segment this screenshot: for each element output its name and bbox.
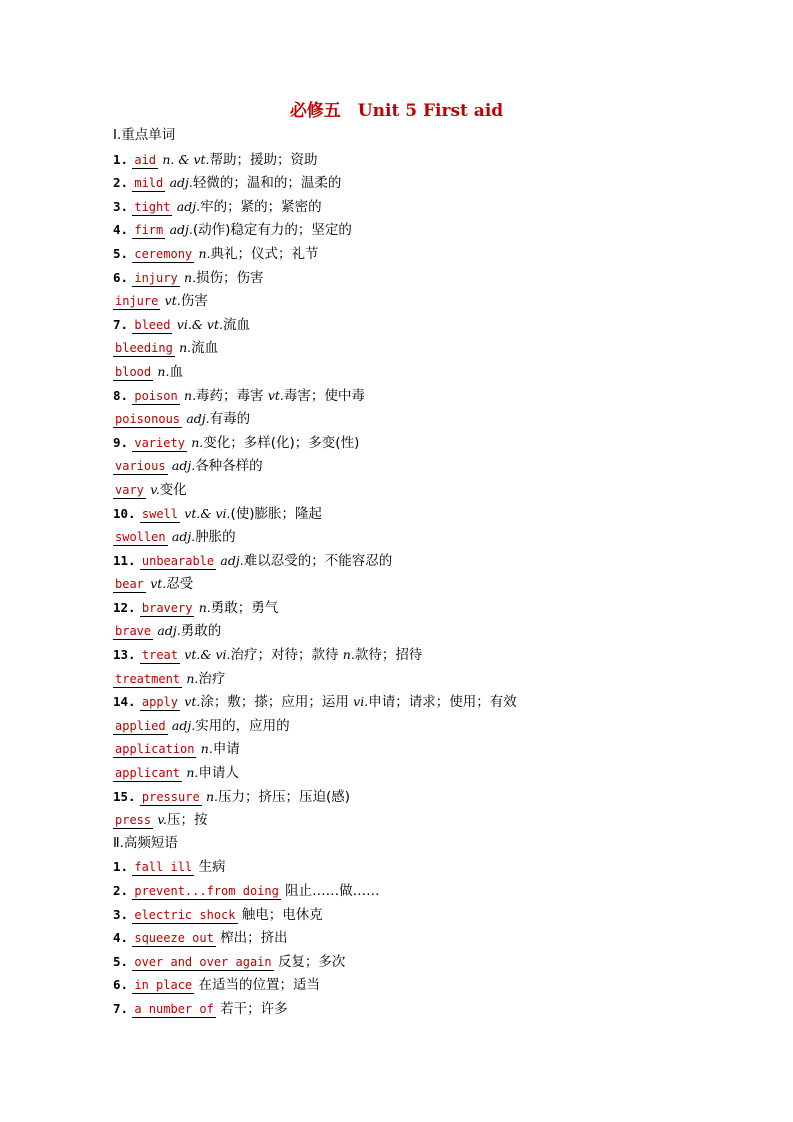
word-entry xyxy=(113,148,773,172)
part-of-speech: vt. xyxy=(184,694,201,710)
meaning-text: (动作)稳定有力的；坚定的 xyxy=(192,222,352,239)
part-of-speech: adj. xyxy=(171,458,196,474)
answer-blank xyxy=(113,671,182,688)
answer-word: tight xyxy=(134,199,171,214)
answer-word: applicant xyxy=(115,766,181,781)
meaning-text-2: 毒害；使中毒 xyxy=(283,387,365,404)
word-entry xyxy=(113,502,773,526)
answer-word: apply xyxy=(141,695,178,710)
answer-blank xyxy=(140,600,195,617)
word-entry xyxy=(113,266,773,290)
part-of-speech: adj. xyxy=(169,175,193,191)
word-entry xyxy=(113,360,773,384)
meaning-text: 实用的，应用的 xyxy=(195,717,290,734)
entry-number: 14. xyxy=(113,694,136,710)
part-of-speech: v. xyxy=(157,812,167,828)
phrase-meaning: 生病 xyxy=(198,859,226,876)
word-entry xyxy=(113,218,773,242)
word-entry xyxy=(113,171,773,195)
answer-blank xyxy=(113,482,146,499)
meaning-text: 伤害 xyxy=(180,293,208,310)
answer-blank xyxy=(132,977,194,994)
phrase-number: 3. xyxy=(113,906,129,922)
answer-word: application xyxy=(115,742,195,757)
answer-word: aid xyxy=(134,152,157,167)
word-entry xyxy=(113,525,773,549)
entry-number: 3. xyxy=(113,198,129,214)
part-of-speech-2: vt. xyxy=(267,387,284,403)
meaning-text: 变化 xyxy=(159,481,187,498)
part-of-speech: vt.& vi. xyxy=(184,505,231,521)
phrase-entry xyxy=(113,997,773,1021)
section-heading-words: Ⅰ.重点单词 xyxy=(113,127,176,143)
phrase-entry xyxy=(113,879,773,903)
part-of-speech: n. & vt. xyxy=(162,151,210,167)
phrase-meaning: 阻止……做…… xyxy=(285,883,380,899)
entry-number: 4. xyxy=(113,222,129,238)
meaning-text: 变化；多样(化)；多变(性) xyxy=(203,434,360,451)
part-of-speech: v. xyxy=(150,481,160,497)
part-of-speech: n. xyxy=(186,765,199,781)
answer-blank xyxy=(132,222,165,239)
answer-blank xyxy=(113,765,182,782)
phrase-number: 4. xyxy=(113,930,129,946)
word-entry xyxy=(113,737,773,761)
part-of-speech: adj. xyxy=(176,198,201,214)
part-of-speech: n. xyxy=(205,788,218,804)
meaning-text: 帮助；援助；资助 xyxy=(209,151,318,168)
meaning-text: (使)膨胀；隆起 xyxy=(230,505,323,522)
answer-word: bleed xyxy=(134,317,171,332)
part-of-speech: n. xyxy=(157,363,170,379)
phrase-meaning: 在适当的位置；适当 xyxy=(198,977,320,994)
part-of-speech: adj. xyxy=(220,552,244,568)
part-of-speech: adj. xyxy=(157,623,181,639)
answer-word: bleeding xyxy=(115,341,173,356)
answer-blank xyxy=(113,718,168,735)
part-of-speech: adj. xyxy=(169,222,193,238)
part-of-speech: n. xyxy=(200,741,213,757)
answer-blank xyxy=(132,246,194,263)
entry-number: 7. xyxy=(113,316,129,332)
phrase-number: 7. xyxy=(113,1000,129,1016)
meaning-text: 申请人 xyxy=(198,765,239,782)
meaning-text: 流血 xyxy=(222,316,250,333)
page-title: 必修五 Unit 5 First aid xyxy=(289,101,504,121)
part-of-speech: vt.& vi. xyxy=(184,647,231,663)
answer-word: press xyxy=(115,813,152,828)
word-entry xyxy=(113,714,773,738)
part-of-speech-2: n. xyxy=(342,647,355,663)
part-of-speech: vt. xyxy=(164,293,181,309)
part-of-speech: vt. xyxy=(150,576,167,592)
word-entry xyxy=(113,667,773,691)
meaning-text: 典礼；仪式；礼节 xyxy=(210,245,319,262)
word-entry xyxy=(113,195,773,219)
word-entry xyxy=(113,431,773,455)
word-entry xyxy=(113,785,773,809)
meaning-text: 治疗 xyxy=(198,670,226,687)
answer-blank xyxy=(140,694,180,711)
answer-word: firm xyxy=(134,223,164,238)
answer-blank xyxy=(132,175,165,192)
answer-blank xyxy=(132,859,194,876)
entry-number: 8. xyxy=(113,387,129,403)
answer-blank xyxy=(132,883,281,900)
word-entry xyxy=(113,313,773,337)
meaning-text: 毒药；毒害 xyxy=(196,387,264,404)
answer-blank xyxy=(140,506,180,523)
answer-blank xyxy=(113,529,168,546)
part-of-speech: n. xyxy=(198,245,211,261)
answer-blank xyxy=(140,789,202,806)
answer-word: swollen xyxy=(115,530,166,545)
answer-word: poison xyxy=(134,388,178,403)
meaning-text: 难以忍受的；不能容忍的 xyxy=(243,552,393,569)
answer-blank xyxy=(132,270,179,287)
meaning-text: 申请 xyxy=(212,741,240,758)
part-of-speech: n. xyxy=(184,269,197,285)
answer-word: brave xyxy=(115,624,152,639)
answer-phrase: electric shock xyxy=(134,907,236,922)
word-entry xyxy=(113,643,773,667)
phrase-number: 2. xyxy=(113,883,129,898)
part-of-speech: n. xyxy=(184,387,197,403)
phrase-entry xyxy=(113,926,773,950)
meaning-text-2: 申请；请求；使用；有效 xyxy=(368,694,517,711)
answer-blank xyxy=(132,317,172,334)
word-entry xyxy=(113,407,773,431)
entry-number: 6. xyxy=(113,269,129,285)
entry-number: 5. xyxy=(113,245,129,261)
answer-blank xyxy=(113,576,146,593)
answer-blank xyxy=(132,388,179,405)
meaning-text: 治疗；对待；款待 xyxy=(230,647,339,664)
meaning-text: 各种各样的 xyxy=(195,458,263,475)
phrase-entry xyxy=(113,855,773,879)
answer-blank xyxy=(132,954,273,971)
meaning-text: 牢的；紧的；紧密的 xyxy=(200,198,322,215)
word-entry xyxy=(113,572,773,596)
answer-phrase: over and over again xyxy=(134,954,272,969)
entry-number: 11. xyxy=(113,552,136,568)
phrase-meaning: 若干；许多 xyxy=(220,1000,288,1017)
word-entry xyxy=(113,761,773,785)
vocabulary-list xyxy=(113,124,773,1021)
answer-word: swell xyxy=(141,506,178,521)
part-of-speech: n. xyxy=(191,434,204,450)
answer-word: bravery xyxy=(141,600,193,615)
entry-number: 10. xyxy=(113,505,136,521)
section-heading-phrases: Ⅱ.高频短语 xyxy=(113,834,178,851)
meaning-text: 勇敢；勇气 xyxy=(210,599,279,616)
answer-blank xyxy=(132,199,172,216)
answer-blank xyxy=(113,411,182,428)
meaning-text: 肿胀的 xyxy=(195,529,236,546)
answer-blank xyxy=(113,741,196,758)
phrase-number: 6. xyxy=(113,977,129,993)
answer-blank xyxy=(113,458,168,475)
answer-blank xyxy=(132,152,158,169)
phrase-number: 1. xyxy=(113,859,129,875)
answer-phrase: prevent...from doing xyxy=(134,884,279,898)
answer-word: ceremony xyxy=(134,246,193,261)
entry-number: 12. xyxy=(113,599,136,615)
entry-number: 13. xyxy=(113,647,136,663)
phrase-meaning: 触电；电休克 xyxy=(241,906,323,923)
answer-blank xyxy=(140,647,180,664)
answer-word: variety xyxy=(134,435,185,450)
answer-word: blood xyxy=(115,364,152,379)
answer-word: injure xyxy=(115,294,159,309)
meaning-text: 血 xyxy=(169,363,183,380)
answer-word: applied xyxy=(115,718,166,733)
answer-blank xyxy=(113,623,153,640)
answer-word: vary xyxy=(115,482,144,497)
word-entry xyxy=(113,808,773,832)
answer-word: poisonous xyxy=(115,412,181,427)
answer-blank xyxy=(132,930,215,947)
answer-blank xyxy=(132,435,187,452)
answer-blank xyxy=(113,364,153,381)
answer-word: injury xyxy=(134,270,178,285)
entry-number: 2. xyxy=(113,175,129,191)
answer-word: pressure xyxy=(141,789,200,804)
answer-blank xyxy=(140,553,216,570)
meaning-text: 有毒的 xyxy=(209,411,251,428)
word-entry xyxy=(113,596,773,620)
entry-number: 15. xyxy=(113,788,136,804)
word-entry xyxy=(113,478,773,502)
part-of-speech: adj. xyxy=(171,529,196,545)
phrase-meaning: 反复；多次 xyxy=(277,953,346,970)
answer-word: treat xyxy=(141,648,178,663)
word-entry xyxy=(113,242,773,266)
word-entry xyxy=(113,690,773,714)
meaning-text: 压力；挤压；压迫(感) xyxy=(218,788,351,805)
meaning-text: 轻微的；温和的；温柔的 xyxy=(192,175,342,192)
meaning-text-2: 款待；招待 xyxy=(354,647,423,664)
part-of-speech: n. xyxy=(186,670,199,686)
meaning-text: 压；按 xyxy=(166,812,208,829)
meaning-text: 流血 xyxy=(191,340,219,357)
answer-word: unbearable xyxy=(141,553,215,568)
phrase-entry xyxy=(113,973,773,997)
entry-number: 1. xyxy=(113,151,129,167)
answer-word: treatment xyxy=(115,671,181,686)
meaning-text: 勇敢的 xyxy=(180,623,222,640)
answer-blank xyxy=(113,812,153,829)
answer-phrase: in place xyxy=(134,978,193,993)
part-of-speech: adj. xyxy=(186,411,210,427)
word-entry xyxy=(113,384,773,408)
word-entry xyxy=(113,549,773,573)
phrase-entry xyxy=(113,950,773,974)
answer-word: mild xyxy=(134,176,164,191)
word-entry xyxy=(113,619,773,643)
meaning-text: 损伤；伤害 xyxy=(196,269,264,286)
entry-number: 9. xyxy=(113,434,129,450)
answer-word: various xyxy=(115,459,166,474)
part-of-speech: n. xyxy=(198,599,211,615)
phrase-meaning: 榨出；挤出 xyxy=(220,930,288,947)
word-entry xyxy=(113,336,773,360)
word-entry xyxy=(113,454,773,478)
answer-blank xyxy=(132,907,237,924)
phrase-number: 5. xyxy=(113,953,129,969)
meaning-text: 涂；敷；搽；应用；运用 xyxy=(200,694,349,711)
answer-blank xyxy=(113,340,175,357)
phrase-entry xyxy=(113,903,773,927)
answer-blank xyxy=(113,293,160,310)
answer-phrase: fall ill xyxy=(134,860,193,875)
answer-blank xyxy=(132,1001,215,1018)
answer-phrase: squeeze out xyxy=(134,931,214,946)
word-entry xyxy=(113,289,773,313)
meaning-text: 忍受 xyxy=(166,576,194,593)
answer-word: bear xyxy=(115,577,144,592)
part-of-speech: n. xyxy=(179,340,192,356)
part-of-speech-2: vi. xyxy=(353,694,369,710)
answer-phrase: a number of xyxy=(134,1001,214,1016)
part-of-speech: adj. xyxy=(171,717,196,733)
part-of-speech: vi.& vt. xyxy=(176,316,223,332)
